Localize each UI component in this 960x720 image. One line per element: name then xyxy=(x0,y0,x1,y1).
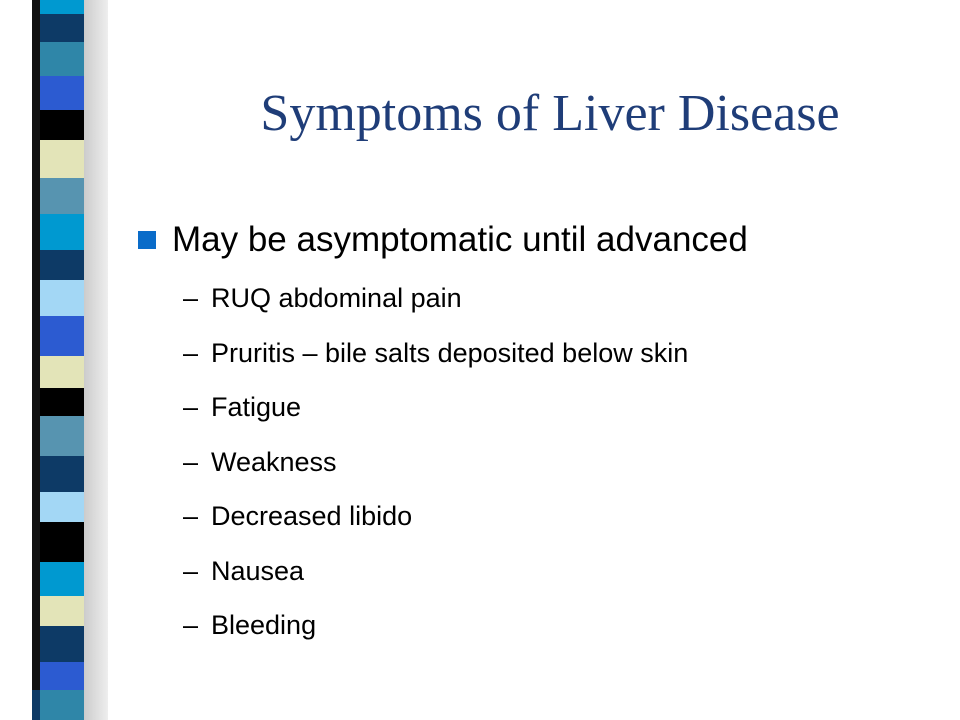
stripe-block xyxy=(40,14,84,42)
stripe-block xyxy=(40,140,84,178)
slide-title: Symptoms of Liver Disease xyxy=(260,85,840,142)
sub-bullet-text: Pruritis – bile salts deposited below skin xyxy=(211,337,689,368)
stripe-block xyxy=(40,416,84,456)
dash-bullet: – xyxy=(183,392,199,422)
stripe-block xyxy=(40,280,84,316)
stripe-block xyxy=(40,76,84,110)
stripe-block xyxy=(40,316,84,356)
stripe-block xyxy=(40,492,84,522)
stripe-block xyxy=(40,42,84,76)
sub-bullet-item xyxy=(183,276,688,331)
stripe-block xyxy=(40,0,84,14)
dash-bullet: – xyxy=(183,555,199,586)
sub-bullet-item xyxy=(183,603,688,658)
stripe-block xyxy=(40,456,84,492)
stripe-block xyxy=(40,250,84,280)
stripe-shadow xyxy=(82,0,108,720)
sub-bullet-list xyxy=(183,276,688,658)
stripe-block xyxy=(40,662,84,690)
stripe-block xyxy=(40,388,84,416)
decorative-stripe xyxy=(40,0,84,720)
dash-bullet: – xyxy=(183,501,199,531)
stripe-block xyxy=(40,562,84,596)
sub-bullet-item xyxy=(183,331,688,386)
stripe-block xyxy=(40,110,84,140)
sub-bullet-text: Fatigue xyxy=(211,392,302,422)
sub-bullet-text: Decreased libido xyxy=(211,501,413,531)
dash-bullet: – xyxy=(183,446,199,477)
stripe-edge xyxy=(32,0,40,720)
stripe-block xyxy=(40,690,84,720)
stripe-edge-accent xyxy=(32,690,40,720)
stripe-block xyxy=(40,596,84,626)
stripe-block xyxy=(40,356,84,388)
sub-bullet-text: Bleeding xyxy=(211,610,317,640)
sub-bullet-item xyxy=(183,494,688,549)
dash-bullet: – xyxy=(183,283,199,313)
sub-bullet-item xyxy=(183,385,688,440)
dash-bullet: – xyxy=(183,610,199,640)
dash-bullet: – xyxy=(183,337,199,368)
sub-bullet-text: Weakness xyxy=(211,446,337,477)
sub-bullet-item xyxy=(183,440,688,495)
sub-bullet-text: Nausea xyxy=(211,555,305,586)
stripe-block xyxy=(40,214,84,250)
stripe-block xyxy=(40,178,84,214)
sub-bullet-text: RUQ abdominal pain xyxy=(211,283,462,313)
main-bullet xyxy=(138,216,748,264)
sub-bullet-item xyxy=(183,549,688,604)
stripe-block xyxy=(40,522,84,562)
stripe-block xyxy=(40,626,84,662)
main-bullet-text: May be asymptomatic until advanced xyxy=(172,220,748,259)
square-bullet-icon xyxy=(138,231,156,249)
